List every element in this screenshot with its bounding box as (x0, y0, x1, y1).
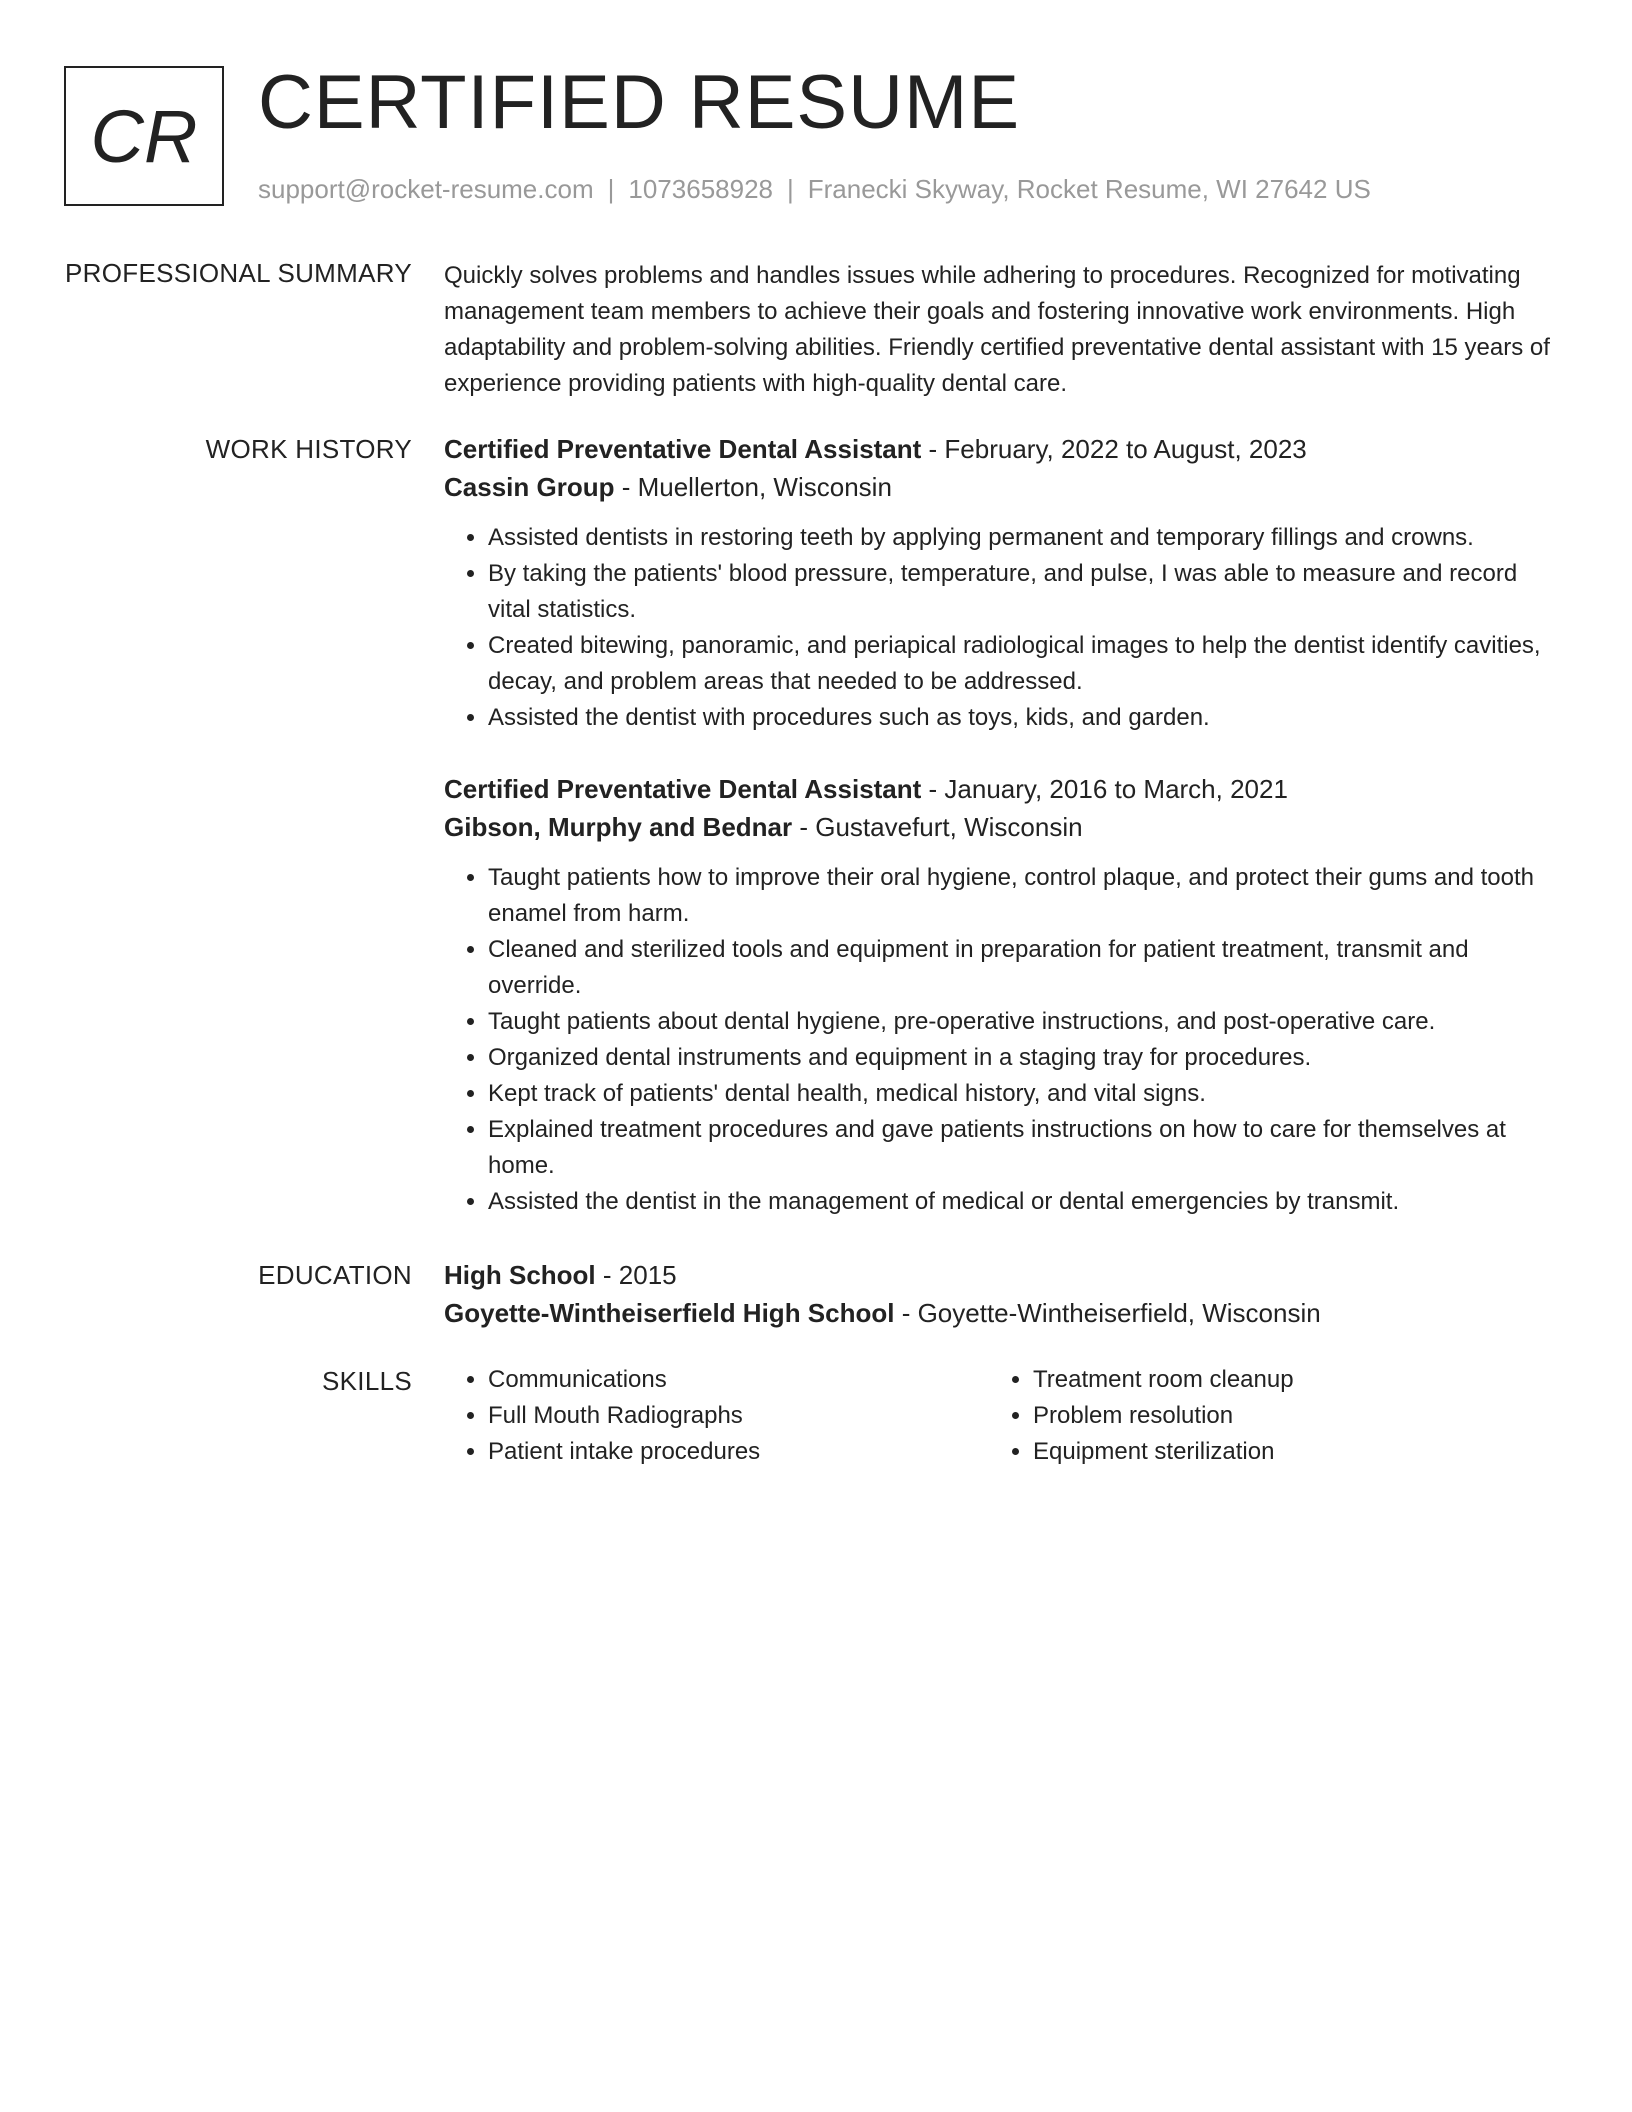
job-role: Certified Preventative Dental Assistant (444, 774, 922, 804)
job-bullet: • Cleaned and sterilized tools and equipment in preparation for patient treatment, transmit and override. (488, 932, 1564, 1004)
education-school: Goyette-Wintheiserfield High School (444, 1298, 895, 1328)
education-degree-line (444, 1256, 1564, 1294)
contact-separator: | (787, 174, 794, 204)
job-title-line (444, 770, 1564, 808)
section-title-summary: PROFESSIONAL SUMMARY (65, 258, 412, 288)
job-role: Certified Preventative Dental Assistant (444, 434, 922, 464)
contact-separator: | (607, 174, 615, 204)
job-location: - Muellerton, Wisconsin (614, 472, 892, 502)
monogram-logo (64, 66, 224, 206)
skills-column-left (444, 1362, 989, 1470)
skill-item: • Patient intake procedures (488, 1434, 989, 1470)
skills-column-right (989, 1362, 1534, 1470)
work-history (444, 430, 1564, 1220)
job-dates: - February, 2022 to August, 2023 (921, 434, 1307, 464)
job-bullets (444, 520, 1564, 736)
job-company-line (444, 808, 1564, 846)
job-bullet: • Organized dental instruments and equipment in a staging tray for procedures. (488, 1040, 1564, 1076)
education-entry (444, 1256, 1564, 1332)
skill-item: • Communications (488, 1362, 989, 1398)
job-bullet: • By taking the patients' blood pressure, temperature, and pulse, I was able to measure and record vital statistics. (488, 556, 1564, 628)
job-title-line (444, 430, 1564, 468)
section-title-skills: SKILLS (322, 1366, 412, 1396)
job-bullet: • Taught patients how to improve their oral hygiene, control plaque, and protect their gums and tooth enamel from harm. (488, 860, 1564, 932)
job-entry (444, 770, 1564, 1220)
job-location: - Gustavefurt, Wisconsin (792, 812, 1083, 842)
section-title-education: EDUCATION (258, 1260, 412, 1290)
resume-name: CERTIFIED RESUME (258, 60, 1021, 145)
job-bullet: • Assisted dentists in restoring teeth by applying permanent and temporary fillings and crowns. (488, 520, 1564, 556)
skills-grid (444, 1362, 1564, 1470)
skill-item: • Problem resolution (1033, 1398, 1534, 1434)
job-entry (444, 430, 1564, 736)
education-school-line (444, 1294, 1564, 1332)
job-bullet: • Assisted the dentist in the management of medical or dental emergencies by transmit. (488, 1184, 1564, 1220)
job-bullet: • Explained treatment procedures and gave patients instructions on how to care for themselves at home. (488, 1112, 1564, 1184)
monogram-text: CR (90, 94, 198, 178)
job-bullet: • Created bitewing, panoramic, and periapical radiological images to help the dentist identify cavities, decay, and problem areas that needed to be addressed. (488, 628, 1564, 700)
job-company: Cassin Group (444, 472, 615, 502)
contact-email: support@rocket-resume.com (258, 174, 594, 204)
contact-line (258, 172, 1371, 206)
job-dates: - January, 2016 to March, 2021 (921, 774, 1288, 804)
summary-text: Quickly solves problems and handles issues while adhering to procedures. Recognized for motivating management team members to achieve their goals and fostering innovative work environments. High adaptability and problem-solving abilities. Friendly certified preventative dental assistant with 15 years of experience providing patients with high-quality dental care. (444, 262, 1550, 397)
job-bullets (444, 860, 1564, 1220)
skill-item: • Treatment room cleanup (1033, 1362, 1534, 1398)
education-year: - 2015 (595, 1260, 677, 1290)
skill-item: • Full Mouth Radiographs (488, 1398, 989, 1434)
job-bullet: • Kept track of patients' dental health, medical history, and vital signs. (488, 1076, 1564, 1112)
job-company: Gibson, Murphy and Bednar (444, 812, 793, 842)
education-location: - Goyette-Wintheiserfield, Wisconsin (894, 1298, 1321, 1328)
job-company-line (444, 468, 1564, 506)
skills-list (444, 1362, 1564, 1470)
skill-item: • Equipment sterilization (1033, 1434, 1534, 1470)
job-bullet: • Taught patients about dental hygiene, pre-operative instructions, and post-operative care. (488, 1004, 1564, 1040)
contact-phone: 1073658928 (628, 174, 773, 204)
contact-address: Franecki Skyway, Rocket Resume, WI 27642 US (807, 174, 1371, 204)
job-bullet: • Assisted the dentist with procedures such as toys, kids, and garden. (488, 700, 1564, 736)
section-title-work-history: WORK HISTORY (205, 434, 412, 464)
education-degree: High School (444, 1260, 596, 1290)
